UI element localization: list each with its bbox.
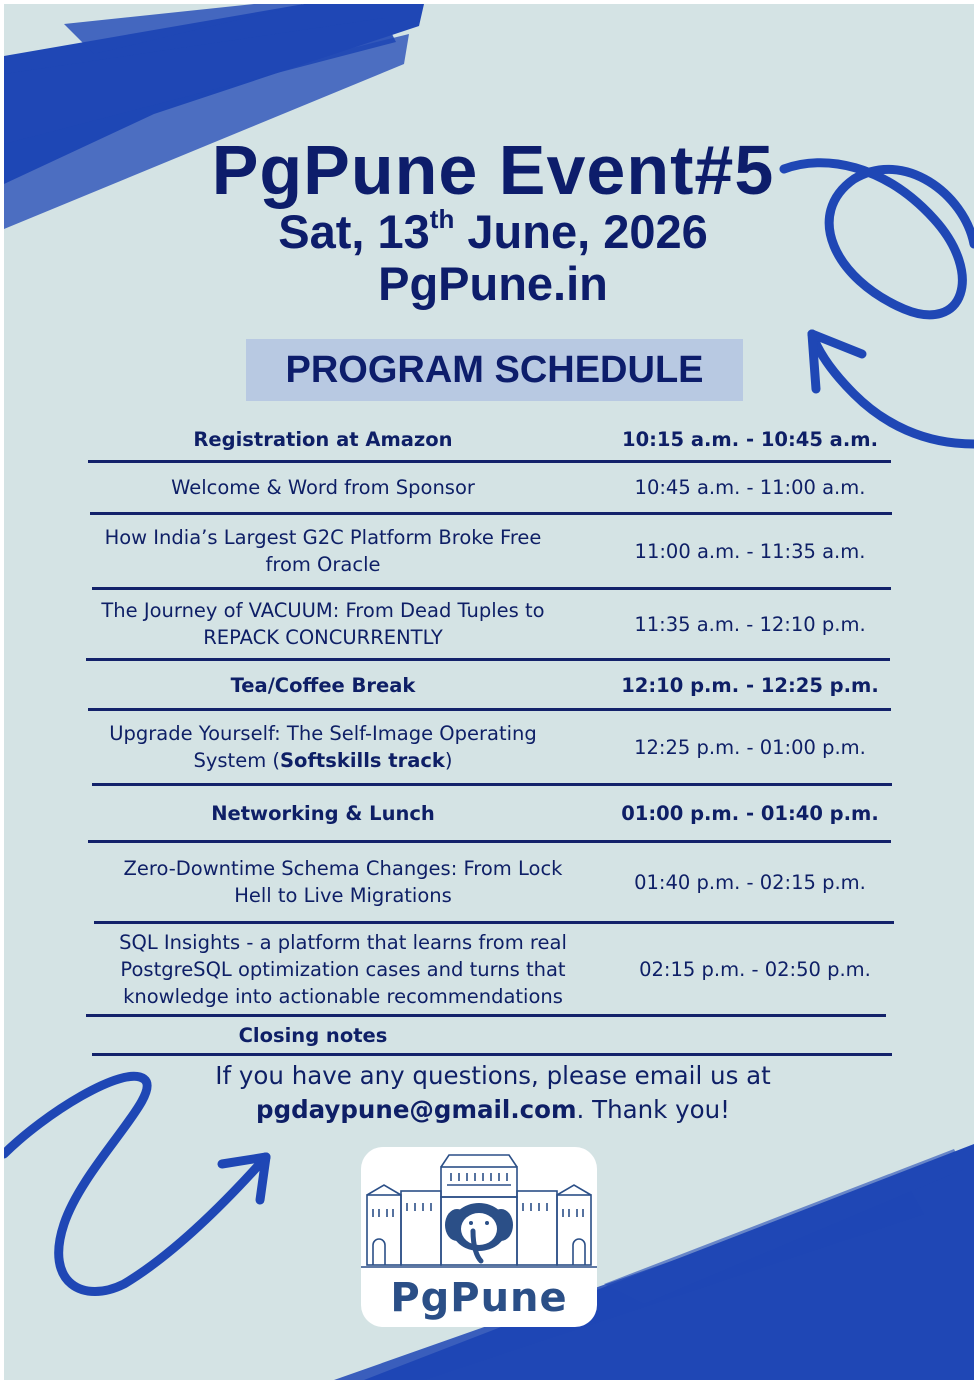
- schedule-event: The Journey of VACUUM: From Dead Tuples to REPACK CONCURRENTLY: [101, 599, 545, 649]
- event-title: PgPune Event#5: [211, 131, 775, 209]
- schedule-event: SQL Insights - a platform that learns from real PostgreSQL optimization cases and turns that knowledge into actionable recommendations: [119, 930, 567, 1008]
- shaniwar-wada-elephant-logo-icon: [361, 1147, 597, 1282]
- schedule-time: 12:25 p.m. - 01:00 p.m.: [634, 735, 866, 759]
- schedule-time: 01:00 p.m. - 01:40 p.m.: [621, 801, 879, 825]
- schedule-event: Networking & Lunch: [211, 801, 435, 825]
- contact-note: [4, 1059, 974, 1127]
- schedule-time: 11:35 a.m. - 12:10 p.m.: [634, 612, 866, 636]
- event-text-tail: ): [444, 749, 453, 772]
- program-schedule-heading: PROGRAM SCHEDULE: [246, 339, 743, 401]
- schedule-row: [88, 786, 893, 840]
- schedule-row: [88, 661, 893, 709]
- event-website: PgPune.in: [378, 257, 608, 310]
- schedule-row: [88, 924, 893, 1014]
- track-label: Softskills track: [280, 749, 445, 772]
- schedule-row: [88, 711, 893, 783]
- event-date: [4, 204, 974, 259]
- schedule-time: 10:15 a.m. - 10:45 a.m.: [622, 427, 878, 451]
- schedule-row: [88, 418, 893, 460]
- schedule-event: Welcome & Word from Sponsor: [171, 475, 475, 499]
- schedule-time: 01:40 p.m. - 02:15 p.m.: [634, 870, 866, 894]
- schedule-time: 02:15 p.m. - 02:50 p.m.: [639, 957, 871, 981]
- schedule-event: Tea/Coffee Break: [230, 673, 416, 697]
- elephant-icon: [445, 1203, 513, 1261]
- schedule-row: [88, 463, 893, 511]
- event-poster: [4, 4, 974, 1380]
- date-prefix: Sat, 13: [278, 205, 430, 258]
- contact-thanks: . Thank you!: [576, 1095, 730, 1124]
- logo-wordmark: PgPune: [390, 1275, 568, 1321]
- pgpune-logo: [361, 1147, 597, 1327]
- date-ordinal: th: [429, 204, 455, 234]
- contact-line: If you have any questions, please email us at: [215, 1061, 771, 1090]
- schedule-row: [88, 843, 893, 921]
- contact-email: pgdaypune@gmail.com: [256, 1095, 577, 1124]
- schedule-event: Zero-Downtime Schema Changes: From Lock Hell to Live Migrations: [123, 857, 563, 907]
- contact-email-line: [4, 1093, 974, 1127]
- row-divider: [92, 1053, 892, 1056]
- schedule-row: [88, 1017, 893, 1053]
- schedule-time: 11:00 a.m. - 11:35 a.m.: [634, 539, 866, 563]
- schedule-row: [88, 515, 893, 587]
- schedule-time: 10:45 a.m. - 11:00 a.m.: [634, 475, 866, 499]
- schedule-event: [88, 711, 558, 783]
- schedule-event: Closing notes: [238, 1023, 388, 1047]
- schedule-event: How India’s Largest G2C Platform Broke Free from Oracle: [104, 526, 542, 576]
- schedule-time: 12:10 p.m. - 12:25 p.m.: [621, 673, 879, 697]
- schedule-event: Registration at Amazon: [193, 427, 453, 451]
- date-suffix: June, 2026: [454, 205, 708, 258]
- event-text: Upgrade Yourself: The Self-Image Operating System (: [109, 722, 537, 772]
- schedule-row: [88, 590, 893, 658]
